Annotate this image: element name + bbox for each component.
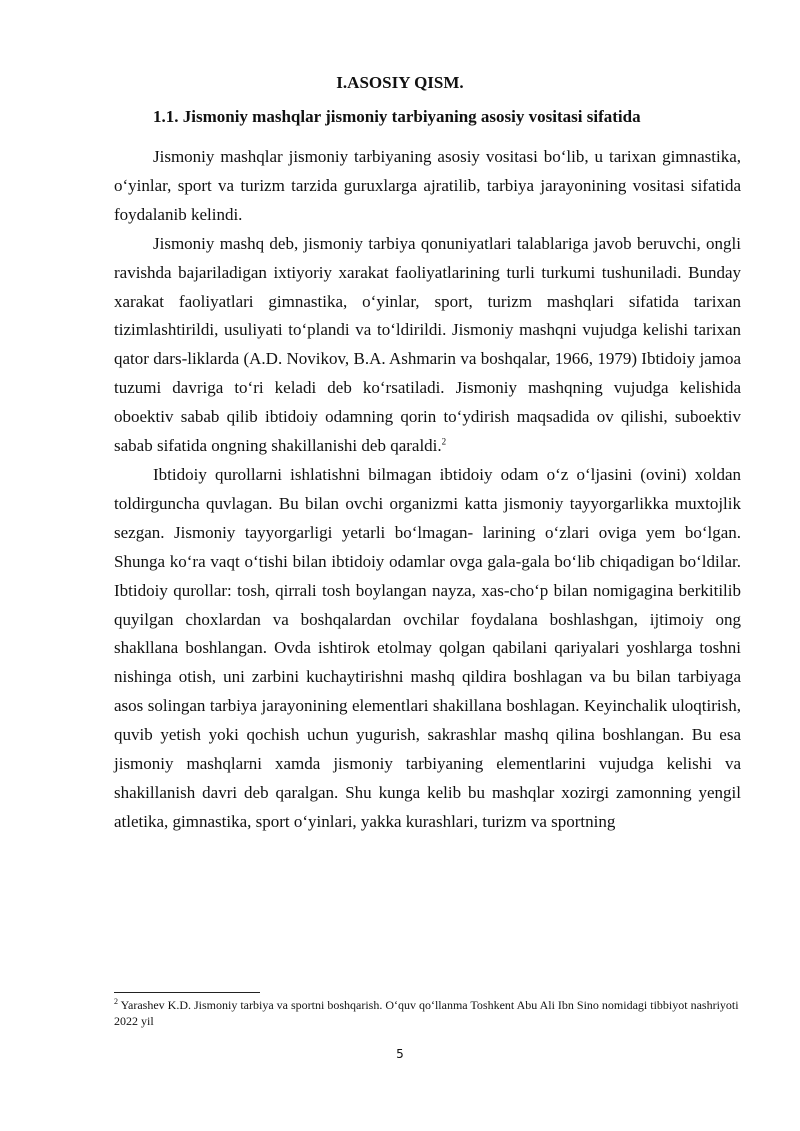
subsection-heading: 1.1. Jismoniy mashqlar jismoniy tarbiyaning asosiy vositasi sifatida (153, 107, 641, 126)
paragraph-2 (114, 230, 741, 461)
paragraph-3: Ibtidoiy qurollarni ishlatishni bilmagan ibtidoiy odam o‘z o‘ljasini (ovini) xoldan toldirguncha quvlagan. Bu bilan ovchi organizmi katta jismoniy tayyorgarlikka muxtojlik sezgan. Jismoniy tayyorgarligi yetarli bo‘lmagan- larining o‘zlari oviga yem bo‘lgan. Shunga ko‘ra vaqt o‘tishi bilan ibtidoiy odamlar ovga gala-gala bo‘lib chiqadigan bo‘ldilar. Ibtidoiy qurollar: tosh, qirrali tosh boylangan nayza, xas-cho‘p bilan nomigagina berkitilib quyilgan choxlardan va boshqalardan ovchilar foydalana boshlashgan, ijtimoiy ong shakllana boshlangan. Ovda ishtirok etolmay qolgan qabilani qariyalari yoshlarga toshni nishinga otish, uni zarbini kuchaytirishni mashq qildira boshlagan va bu bilan tarbiyaga asos solingan tarbiya jarayonining elementlari shakillana boshlagan. Keyinchalik uloqtirish, quvib yetish yoki qochish uchun yugurish, sakrashlar mashq qilina boshlangan. Bu esa jismoniy mashqlarni xamda jismoniy tarbiyaning elementlarini vujudga kelishi va shakillanish davri deb qaralgan. Shu kunga kelib bu mashqlar xozirgi zamonning yengil atletika, gimnastika, sport o‘yinlari, yakka kurashlari, turizm va sportning (114, 464, 741, 831)
footnote-marker: 2 (114, 997, 118, 1006)
paragraph-1: Jismoniy mashqlar jismoniy tarbiyaning asosiy vositasi bo‘lib, u tarixan gimnastika, o‘yinlar, sport va turizm tarzida guruxlarga ajratilib, tarbiya jarayonining vositasi sifatida foydalanib kelindi. (114, 147, 741, 224)
footnote-divider (114, 992, 260, 993)
paragraph-2-text: Jismoniy mashq deb, jismoniy tarbiya qonuniyatlari talablariga javob beruvchi, ongli ravishda bajariladigan ixtiyoriy xarakat faoliyatlarining turli turkumi tushuniladi. Bunday xarakat faoliyatlari gimnastika, o‘yinlar, sport, turizm mashqlari sifatida tarixan tizimlashtirildi, usuliyati to‘plandi va to‘ldirildi. Jismoniy mashqni vujudga kelishi tarixan qator dars-liklarda (A.D. Novikov, B.A. Ashmarin va boshqalar, 1966, 1979) Ibtidoiy jamoa tuzumi davriga to‘ri keladi deb ko‘rsatiladi. Jismoniy mashqning vujudga kelishida oboektiv sabab qilib ibtidoiy odamning qorin to‘ydirish maqsadida ov qilishi, suboektiv sabab sifatida ongning shakillanishi deb qaraldi. (114, 233, 741, 456)
page-number: 5 (396, 1047, 404, 1061)
footnote-reference[interactable]: 2 (441, 436, 447, 447)
section-heading: I.ASOSIY QISM. (336, 73, 464, 92)
footnote (114, 997, 741, 1029)
footnote-text: Yarashev K.D. Jismoniy tarbiya va sportni boshqarish. O‘quv qo‘llanma Toshkent Abu Ali Ibn Sino nomidagi tibbiyot nashriyoti 2022 yil (114, 998, 739, 1028)
body-text (114, 143, 741, 837)
